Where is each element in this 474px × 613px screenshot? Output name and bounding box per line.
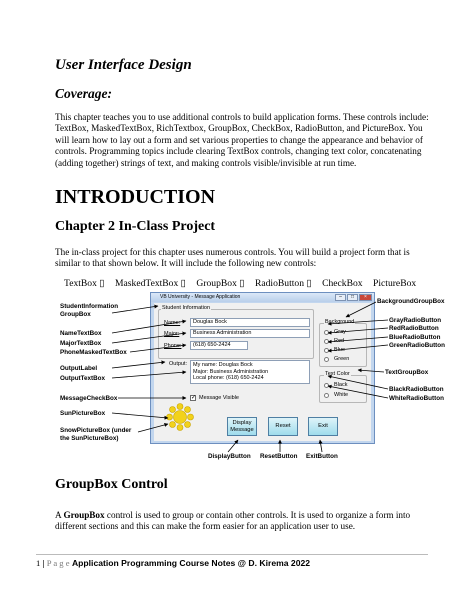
label-major-textbox: MajorTextBox: [60, 340, 102, 347]
label-output-label: OutputLabel: [60, 365, 98, 372]
label-exit-button: ExitButton: [306, 453, 338, 460]
page-number: 1: [36, 558, 41, 568]
label-blue-radio: BlueRadioButton: [389, 334, 441, 341]
label-studentinfo-groupbox: StudentInformation GroupBox: [60, 303, 119, 318]
output-line: My name: Douglas Bock: [193, 362, 253, 368]
controls-item: CheckBox: [322, 278, 363, 289]
reset-button[interactable]: Reset: [268, 417, 298, 436]
output-label: Output:: [169, 361, 188, 367]
groupbox-paragraph: A GroupBox control is used to group or contain other controls. It is used to organize a form into different sections and this can make the form easier for an application user to use.: [55, 510, 411, 532]
project-paragraph: The in-class project for this chapter uses numerous controls. You will build a project form that is similar to that shown below. It will include the following new controls:: [55, 247, 410, 269]
label-name-textbox: NameTextBox: [60, 330, 102, 337]
coverage-paragraph: This chapter teaches you to use additional controls to build application forms. These controls include: TextBox, MaskedTextBox, RichTextbox, GroupBox, CheckBox, RadioButton, and PictureBox. You will learn how to lay out a form and set various properties to change the appearance and behavior of controls. Programming topics include clearing TextBox controls, changing text color, concatenating (adding together) strings of text, and making controls visible/invisible at run time.: [55, 112, 429, 168]
controls-item: GroupBox ▯: [196, 278, 245, 289]
label-white-radio: WhiteRadioButton: [389, 395, 444, 402]
output-line: Major: Business Administration: [193, 368, 269, 375]
label-snow-picturebox: SnowPictureBox (under the SunPictureBox): [60, 427, 132, 442]
label-display-button: DisplayButton: [208, 453, 251, 460]
minimize-icon[interactable]: –: [335, 294, 346, 301]
name-textbox[interactable]: Douglas Bock: [190, 318, 310, 327]
maximize-icon[interactable]: □: [347, 294, 358, 301]
introduction-heading: INTRODUCTION: [55, 186, 216, 208]
message-checkbox[interactable]: ✓: [191, 395, 197, 401]
major-label: Major:: [164, 331, 180, 337]
label-phone-masked-textbox: PhoneMaskedTextBox: [60, 349, 127, 356]
window-title: VB University - Message Application: [160, 294, 241, 300]
student-info-title: Student Information: [162, 305, 211, 311]
controls-item: TextBox ▯: [64, 278, 105, 289]
black-radio-label: Black: [334, 382, 348, 388]
text-color-title: Text Color: [325, 371, 350, 377]
label-gray-radio: GrayRadioButton: [389, 317, 442, 324]
red-radio-label: Red: [334, 338, 345, 344]
project-heading: Chapter 2 In-Class Project: [55, 219, 216, 234]
label-background-groupbox: BackgroundGroupBox: [377, 298, 445, 305]
page-footer: 1 | P a g e Application Programming Course Notes @ D. Kirema 2022: [36, 558, 311, 568]
exit-button[interactable]: Exit: [308, 417, 338, 436]
footer-divider: [36, 554, 428, 555]
background-title: Background: [325, 319, 355, 325]
label-reset-button: ResetButton: [260, 453, 298, 460]
groupbox-heading: GroupBox Control: [55, 477, 168, 492]
green-radio-label: Green: [334, 356, 350, 362]
controls-item: PictureBox: [373, 278, 417, 289]
label-red-radio: RedRadioButton: [389, 325, 439, 332]
label-sun-picturebox: SunPictureBox: [60, 410, 106, 417]
blue-radio-label: Blue: [334, 347, 346, 353]
phone-label: Phone:: [164, 343, 182, 349]
controls-item: MaskedTextBox ▯: [115, 278, 186, 289]
gray-radio-label: Gray: [334, 329, 346, 335]
label-black-radio: BlackRadioButton: [389, 386, 444, 393]
display-message-button[interactable]: Display Message: [227, 417, 257, 436]
message-checkbox-label: Message Visible: [199, 395, 239, 401]
label-green-radio: GreenRadioButton: [389, 342, 445, 349]
page-word: P a g e: [46, 558, 70, 568]
label-message-checkbox: MessageCheckBox: [60, 395, 118, 402]
close-icon[interactable]: ×: [359, 294, 372, 301]
major-textbox[interactable]: Business Administration: [190, 329, 310, 338]
phone-masked-textbox[interactable]: (618) 650-2424: [190, 341, 248, 350]
coverage-heading: Coverage:: [55, 86, 112, 101]
label-text-groupbox: TextGroupBox: [385, 369, 429, 376]
name-label: Name:: [164, 320, 181, 326]
footer-text: Application Programming Course Notes @ D. Kirema 2022: [71, 558, 311, 568]
label-output-textbox: OutputTextBox: [60, 375, 106, 382]
output-line: Local phone: (618) 650-2424: [193, 375, 264, 381]
controls-item: RadioButton ▯: [254, 278, 312, 289]
page-heading: User Interface Design: [55, 57, 192, 73]
white-radio-label: White: [334, 392, 349, 398]
